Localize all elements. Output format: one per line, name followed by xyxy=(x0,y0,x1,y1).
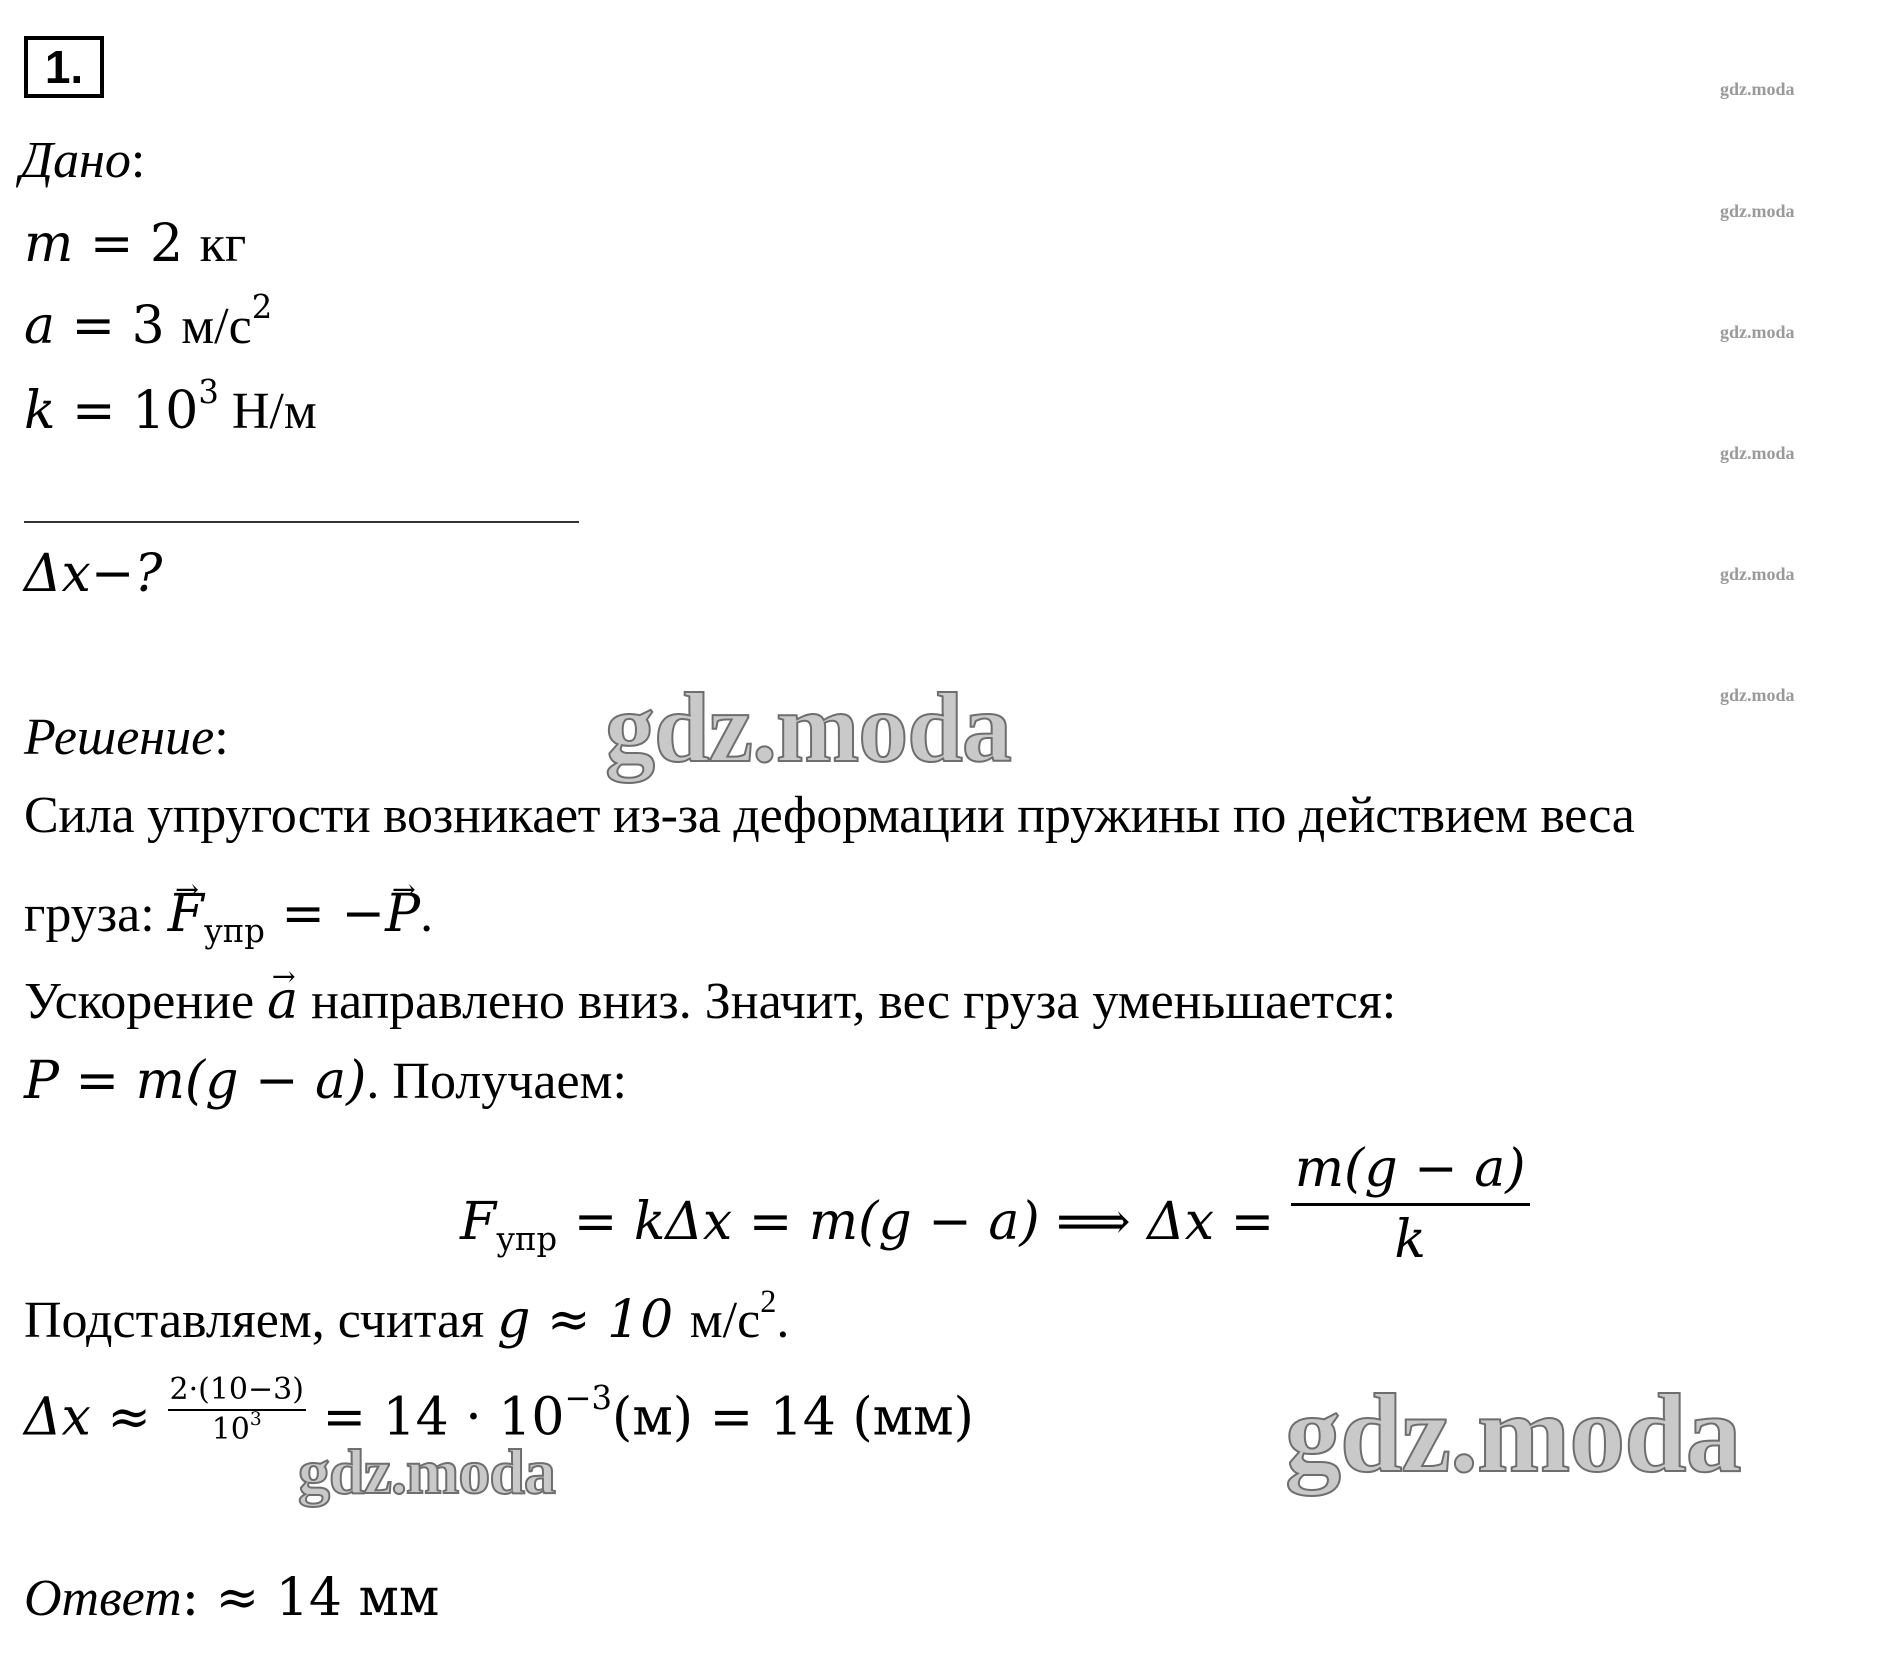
force-equals-minus: = − xyxy=(264,884,386,944)
calculation xyxy=(24,1372,974,1448)
given-mass-unit: кг xyxy=(199,216,247,273)
weight-formula: P = m(g − a) xyxy=(24,1051,367,1111)
watermark-small-4: gdz.moda xyxy=(1720,443,1795,463)
weight-vector-symbol: → P xyxy=(385,888,420,940)
solution-line-6-end: . xyxy=(776,1292,790,1349)
solution-line-2 xyxy=(24,884,434,950)
solution-heading-colon: : xyxy=(214,709,229,766)
watermark-big-1: gdz.moda xyxy=(605,672,1011,783)
find-quantity: Δx−? xyxy=(24,544,163,604)
given-mass-symbol: m xyxy=(24,214,74,274)
answer xyxy=(24,1568,440,1628)
given-divider xyxy=(24,521,579,523)
given-heading-text: Дано xyxy=(20,132,131,189)
solution-line-3-end: направлено вниз. Значит, вес груза уменьшается: xyxy=(298,973,1397,1030)
gravity-unit: м/с xyxy=(689,1292,761,1349)
main-formula xyxy=(460,1139,1530,1270)
calculation-numerator: 2·(10−3) xyxy=(168,1375,306,1411)
given-acceleration-symbol: a xyxy=(24,296,56,356)
solution-line-2-dot: . xyxy=(420,886,434,943)
watermark-small-2: gdz.moda xyxy=(1720,201,1795,221)
calculation-denominator xyxy=(168,1408,306,1447)
problem-number: 1. xyxy=(24,36,104,98)
watermark-small-1: gdz.moda xyxy=(1720,79,1795,99)
solution-line-3 xyxy=(24,971,1397,1031)
given-acceleration-value: = 3 xyxy=(55,296,182,356)
watermark-small-3: gdz.moda xyxy=(1720,322,1795,342)
force-vector-symbol: → F xyxy=(168,888,204,940)
given-heading-colon: : xyxy=(130,132,146,189)
given-stiffness-symbol: k xyxy=(24,381,56,441)
main-formula-F: F xyxy=(460,1191,497,1252)
given-stiffness-exp: 3 xyxy=(198,372,219,411)
answer-heading: Ответ xyxy=(24,1570,182,1627)
main-formula-subscript: упр xyxy=(496,1219,558,1258)
given-mass-value: = 2 xyxy=(73,214,200,274)
given-acceleration-unit: м/с xyxy=(181,298,252,355)
main-formula-lhs: = kΔx = m(g − a) ⟹ Δx = xyxy=(557,1191,1291,1252)
given-stiffness-unit: Н/м xyxy=(218,383,317,440)
watermark-small-5: gdz.moda xyxy=(1720,564,1795,584)
solution-heading xyxy=(24,709,229,766)
answer-value: : ≈ 14 мм xyxy=(181,1568,440,1628)
watermark-big-2: gdz.moda xyxy=(1285,1372,1741,1496)
calculation-rhs-exp: −3 xyxy=(564,1379,613,1418)
main-formula-denominator: k xyxy=(1394,1210,1426,1270)
given-heading xyxy=(20,132,146,189)
given-stiffness-value: = 10 xyxy=(55,381,199,441)
gravity-unit-exp: 2 xyxy=(760,1282,777,1319)
calculation-fraction xyxy=(168,1372,306,1447)
solution-heading-text: Решение xyxy=(24,709,215,766)
given-mass xyxy=(24,214,247,274)
acceleration-vector-symbol: → a xyxy=(267,975,298,1027)
calculation-denominator-base: 10 xyxy=(211,1412,250,1447)
given-acceleration xyxy=(24,287,273,356)
watermark-small-6: gdz.moda xyxy=(1720,685,1795,705)
solution-line-4-text: . Получаем: xyxy=(366,1053,627,1110)
solution-line-6 xyxy=(24,1282,790,1350)
calculation-lhs: Δx ≈ xyxy=(24,1387,168,1448)
main-formula-fraction xyxy=(1291,1139,1530,1270)
solution-line-4 xyxy=(24,1051,627,1111)
watermark-big-3: gdz.moda xyxy=(298,1436,555,1507)
given-acceleration-exp: 2 xyxy=(251,287,273,326)
calculation-rhs-a: = 14 · 10 xyxy=(305,1387,565,1448)
solution-line-1: Сила упругости возникает из-за деформации пружины по действием веса xyxy=(24,787,1635,844)
solution-line-6-text: Подставляем, считая xyxy=(24,1292,498,1349)
gravity-approx: g ≈ 10 xyxy=(497,1290,690,1350)
solution-line-2-text: груза: xyxy=(24,886,168,943)
force-subscript: упр xyxy=(203,911,265,950)
calculation-denominator-exp: 3 xyxy=(249,1408,262,1430)
solution-line-3-start: Ускорение xyxy=(24,973,268,1030)
main-formula-numerator: m(g − a) xyxy=(1291,1143,1530,1206)
calculation-rhs-b: (м) = 14 (мм) xyxy=(612,1387,974,1448)
given-stiffness xyxy=(24,372,317,441)
